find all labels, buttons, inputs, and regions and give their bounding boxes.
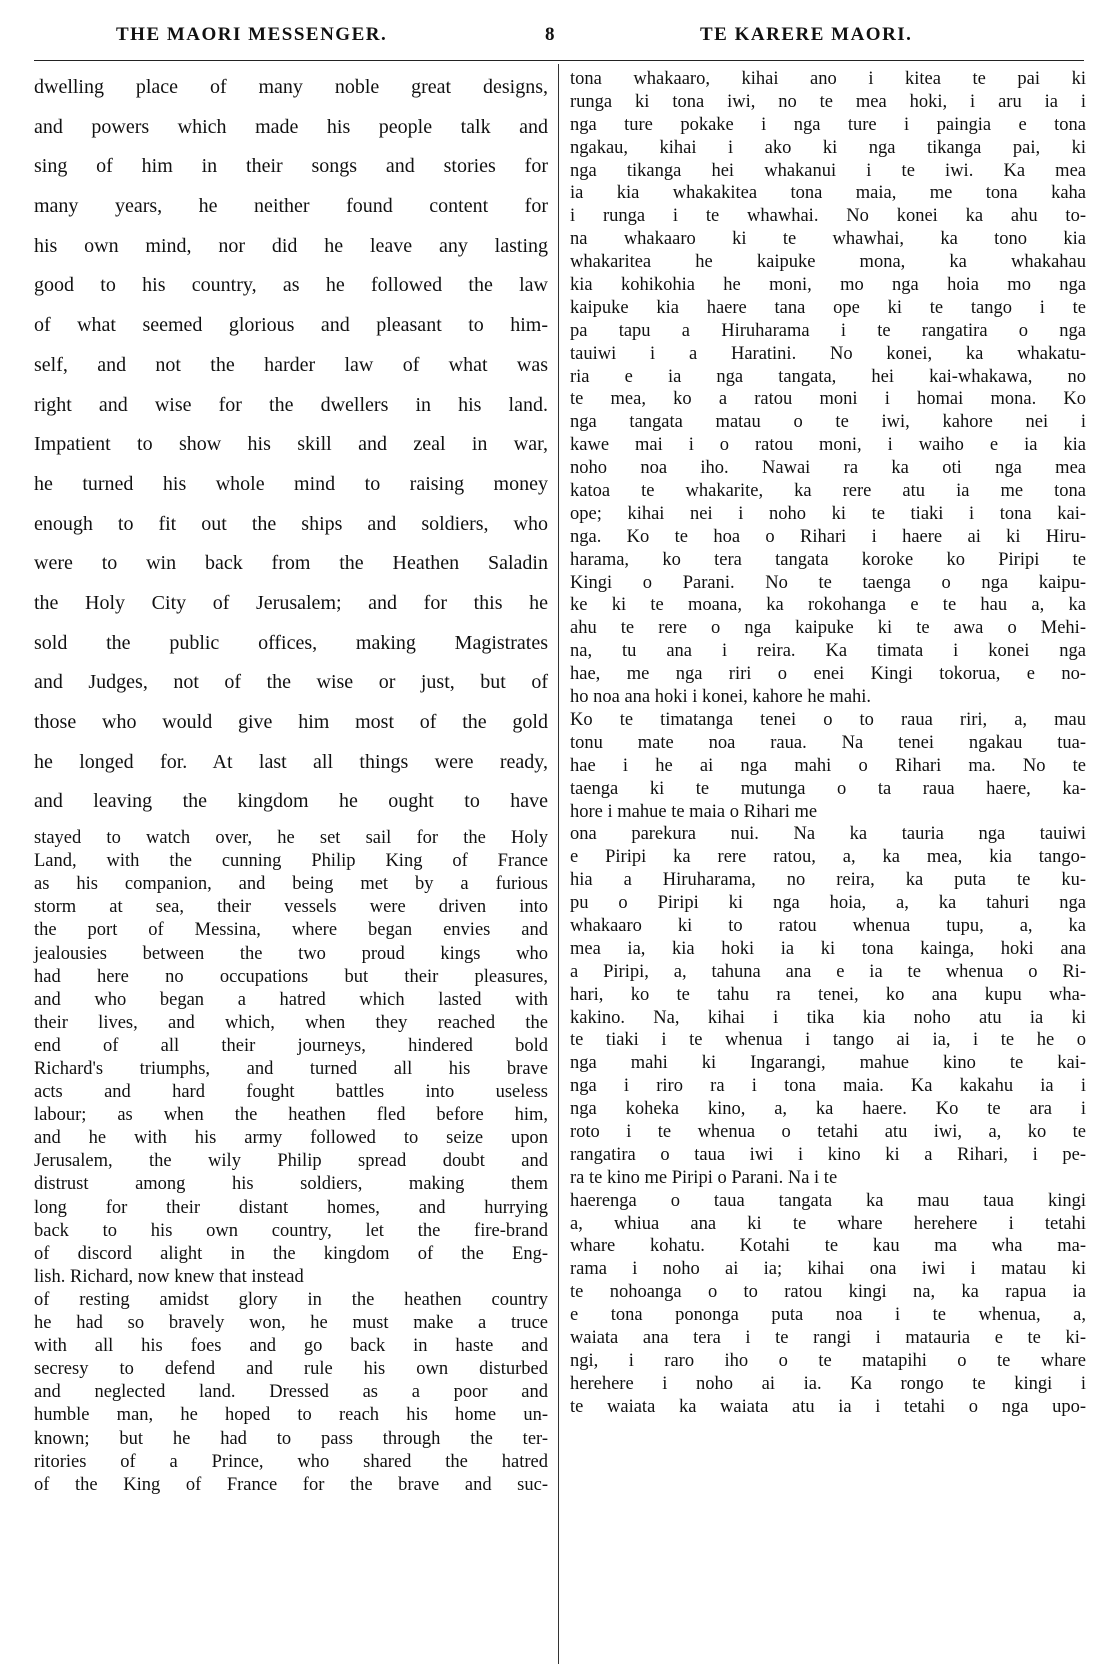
header-english-title: THE MAORI MESSENGER.	[116, 24, 388, 45]
text-line: and he with his army followed to seize upon	[34, 1128, 548, 1149]
text-line: humble man, he hoped to reach his home un-	[34, 1405, 548, 1426]
text-line: ona parekura nui. Na ka tauria nga tauiwi	[570, 824, 1086, 845]
text-line: and Judges, not of the wise or just, but of	[34, 671, 548, 694]
text-line: with all his foes and go back in haste and	[34, 1336, 548, 1357]
text-line: Kingi o Parani. No te taenga o nga kaipu-	[570, 572, 1086, 593]
text-line: jealousies between the two proud kings who	[34, 943, 548, 964]
text-line: harama, ko tera tangata koroke ko Piripi te	[570, 549, 1086, 570]
text-line: pa tapu a Hiruharama i te rangatira o nga	[570, 320, 1086, 341]
text-line: Jerusalem, the wily Philip spread doubt and	[34, 1151, 548, 1172]
text-line: nga i riro ra i tona maia. Ka kakahu ia i	[570, 1076, 1086, 1097]
text-line: whare kohatu. Kotahi te kau ma wha ma-	[570, 1236, 1086, 1257]
text-line: whakaritea he kaipuke mona, ka whakahau	[570, 252, 1086, 273]
text-line: known; but he had to pass through the ter-	[34, 1428, 548, 1449]
text-line: back to his own country, let the fire-brand	[34, 1220, 548, 1241]
text-line: distrust among his soldiers, making them	[34, 1174, 548, 1195]
text-line: good to his country, as he followed the law	[34, 274, 548, 297]
text-line: those who would give him most of the gold	[34, 711, 548, 733]
page-header	[0, 18, 1114, 54]
page-number: 8	[545, 24, 556, 45]
text-line: nga tangata matau o te iwi, kahore nei i	[570, 412, 1086, 433]
text-line: Richard's triumphs, and turned all his brave	[34, 1059, 548, 1079]
text-line: and neglected land. Dressed as a poor and	[34, 1382, 548, 1403]
text-line: ia kia whakakitea tona maia, me tona kaha	[570, 183, 1086, 204]
text-line: and powers which made his people talk and	[34, 115, 548, 138]
text-line: rama i noho ai ia; kihai ona iwi i matau ki	[570, 1259, 1086, 1280]
column-divider	[558, 64, 559, 1664]
text-line: taenga ki te mutunga o ta raua haere, ka-	[570, 778, 1086, 799]
text-line: of resting amidst glory in the heathen country	[34, 1289, 548, 1310]
header-rule	[34, 60, 1084, 61]
text-line: waiata ana tera i te rangi i matauria e te ki-	[570, 1327, 1086, 1348]
text-line: nga tikanga hei whakanui i te iwi. Ka mea	[570, 160, 1086, 181]
text-line: sold the public offices, making Magistrates	[34, 631, 548, 654]
text-line: of the King of France for the brave and suc-	[34, 1474, 548, 1495]
text-line: hae i he ai nga mahi o Rihari ma. No te	[570, 755, 1086, 776]
text-line: Impatient to show his skill and zeal in war,	[34, 433, 548, 456]
text-line: Land, with the cunning Philip King of France	[34, 851, 548, 872]
text-line: he longed for. At last all things were ready,	[34, 750, 548, 773]
text-line: te nohoanga o to ratou kingi na, ka rapua ia	[570, 1282, 1086, 1303]
header-maori-title: TE KARERE MAORI.	[700, 24, 913, 45]
text-line: were to win back from the Heathen Saladin	[34, 552, 548, 575]
text-line: whakaaro ki to ratou whenua tupu, a, ka	[570, 915, 1086, 936]
text-line: e tona pononga puta noa i te whenua, a,	[570, 1305, 1086, 1326]
text-line: i runga i te whawhai. No konei ka ahu to-	[570, 206, 1086, 227]
text-line: lish. Richard, now knew that instead	[34, 1266, 304, 1287]
text-line: of discord alight in the kingdom of the Eng-	[34, 1243, 548, 1264]
text-line: ke ki te moana, ka rokohanga e te hau a, ka	[570, 595, 1086, 616]
text-line: nga koheka kino, a, ka haere. Ko te ara i	[570, 1099, 1086, 1120]
text-line: nga ture pokake i nga ture i paingia e tona	[570, 114, 1086, 135]
text-line: noho noa iho. Nawai ra ka oti nga mea	[570, 458, 1086, 479]
english-column	[34, 68, 548, 1497]
text-line: kia kohikohia he moni, mo nga hoia mo nga	[570, 275, 1086, 296]
text-line: roto i te whenua o tetahi atu iwi, a, ko te	[570, 1121, 1086, 1142]
text-line: sing of him in their songs and stories for	[34, 155, 548, 178]
text-line: right and wise for the dwellers in his land.	[34, 393, 548, 416]
text-line: kaipuke kia haere tana ope ki te tango i te	[570, 297, 1086, 318]
text-line: his own mind, nor did he leave any lasting	[34, 234, 548, 257]
text-line: ho noa ana hoki i konei, kahore he mahi.	[570, 687, 872, 708]
text-line: nga mahi ki Ingarangi, mahue kino te kai-	[570, 1053, 1086, 1074]
text-line: tauiwi i a Haratini. No konei, ka whakatu-	[570, 343, 1086, 364]
text-line: enough to fit out the ships and soldiers, who	[34, 512, 548, 535]
text-line: ritories of a Prince, who shared the hatred	[34, 1451, 548, 1472]
text-line: ahu te rere o nga kaipuke ki te awa o Mehi-	[570, 618, 1086, 639]
text-line: tonu mate noa raua. Na tenei ngakau tua-	[570, 732, 1086, 753]
text-line: had here no occupations but their pleasures,	[34, 966, 548, 987]
text-line: hia a Hiruharama, no reira, ka puta te ku-	[570, 870, 1086, 891]
text-line: and leaving the kingdom he ought to have	[34, 790, 548, 813]
text-line: the Holy City of Jerusalem; and for this he	[34, 591, 548, 614]
text-line: the port of Messina, where began envies and	[34, 920, 548, 941]
text-line: hore i mahue te maia o Rihari me	[570, 801, 818, 822]
text-line: te waiata ka waiata atu ia i tetahi o nga upo-	[570, 1396, 1086, 1417]
text-line: hae, me nga riri o enei Kingi tokorua, e no-	[570, 664, 1086, 685]
text-line: acts and hard fought battles into useless	[34, 1082, 548, 1103]
text-line: pu o Piripi ki nga hoia, a, ka tahuri nga	[570, 893, 1086, 914]
text-line: rangatira o taua iwi i kino ki a Rihari, i pe-	[570, 1144, 1086, 1165]
text-line: ngi, i raro iho o te matapihi o te whare	[570, 1350, 1086, 1371]
text-line: long for their distant homes, and hurrying	[34, 1197, 548, 1218]
text-line: na whakaaro ki te whawhai, ka tono kia	[570, 229, 1086, 250]
text-line: a Piripi, a, tahuna ana e ia te whenua o Ri-	[570, 961, 1086, 982]
text-line: as his companion, and being met by a furious	[34, 874, 548, 895]
text-line: herehere i noho ai ia. Ka rongo te kingi i	[570, 1373, 1086, 1394]
text-line: many years, he neither found content for	[34, 195, 548, 218]
english-small-type-text	[34, 827, 548, 1497]
text-line: e Piripi ka rere ratou, a, ka mea, kia tango-	[570, 847, 1086, 868]
text-line: storm at sea, their vessels were driven into	[34, 897, 548, 918]
maori-text	[570, 68, 1086, 1419]
text-line: mea ia, kia hoki ia ki tona kainga, hoki ana	[570, 938, 1086, 959]
text-line: of what seemed glorious and pleasant to him-	[34, 314, 548, 337]
text-line: ria e ia nga tangata, hei kai-whakawa, no	[570, 366, 1086, 387]
text-line: their lives, and which, when they reached the	[34, 1012, 548, 1033]
text-line: ope; kihai nei i noho ki te tiaki i tona kai-	[570, 503, 1086, 524]
text-line: self, and not the harder law of what was	[34, 353, 548, 376]
text-line: a, whiua ana ki te whare herehere i tetahi	[570, 1213, 1086, 1234]
text-line: katoa te whakarite, ka rere atu ia me tona	[570, 481, 1086, 502]
text-line: he had so bravely won, he must make a truce	[34, 1313, 548, 1334]
text-line: te tiaki i te whenua i tango ai ia, i te he o	[570, 1030, 1086, 1051]
text-line: dwelling place of many noble great designs,	[34, 76, 548, 98]
text-line: ngakau, kihai i ako ki nga tikanga pai, ki	[570, 137, 1086, 158]
text-line: and who began a hatred which lasted with	[34, 989, 548, 1010]
maori-column	[570, 68, 1086, 1419]
text-line: haerenga o taua tangata ka mau taua kingi	[570, 1190, 1086, 1211]
text-line: tona whakaaro, kihai ano i kitea te pai ki	[570, 69, 1086, 89]
text-line: kawe mai i o ratou moni, i waiho e ia kia	[570, 435, 1086, 456]
text-line: runga ki tona iwi, no te mea hoki, i aru ia i	[570, 91, 1086, 112]
text-line: kakino. Na, kihai i tika kia noho atu ia ki	[570, 1007, 1086, 1028]
text-line: labour; as when the heathen fled before him,	[34, 1105, 548, 1126]
text-line: he turned his whole mind to raising money	[34, 472, 548, 495]
text-line: stayed to watch over, he set sail for the Holy	[34, 828, 548, 849]
text-line: end of all their journeys, hindered bold	[34, 1035, 548, 1056]
text-line: Ko te timatanga tenei o to raua riri, a, mau	[570, 709, 1086, 730]
text-line: na, tu ana i reira. Ka timata i konei nga	[570, 641, 1086, 662]
text-line: hari, ko te tahu ra tenei, ko ana kupu wha-	[570, 984, 1086, 1005]
text-line: secresy to defend and rule his own disturbed	[34, 1359, 548, 1380]
text-line: te mea, ko a ratou moni i homai mona. Ko	[570, 389, 1086, 410]
text-line: ra te kino me Piripi o Parani. Na i te	[570, 1167, 838, 1188]
text-line: nga. Ko te hoa o Rihari i haere ai ki Hiru-	[570, 526, 1086, 547]
english-large-type-text	[34, 68, 548, 822]
